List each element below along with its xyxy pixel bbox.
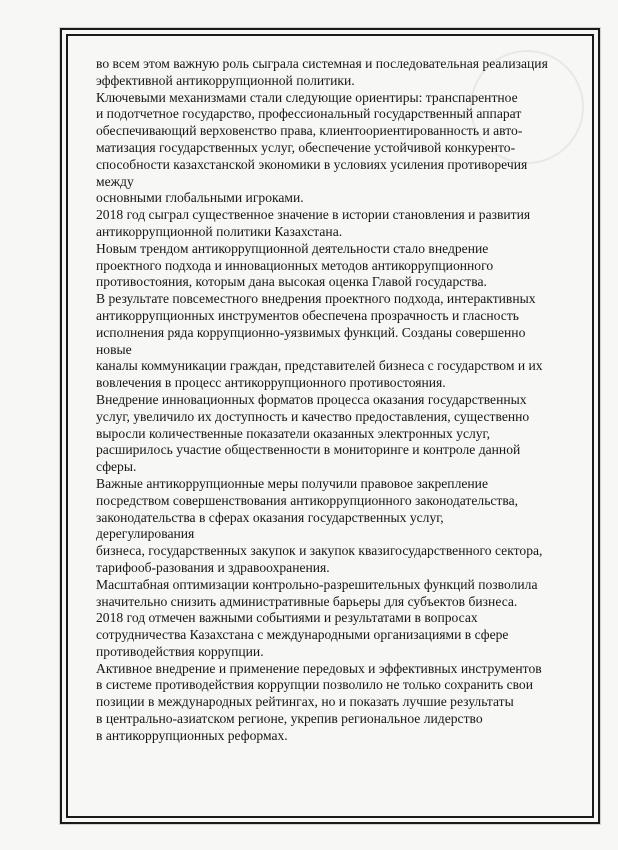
text-line: бизнеса, государственных закупок и закупок квазигосударственного сектора, bbox=[96, 543, 543, 559]
text-line: 2018 год сыграл существенное значение в истории становления и развития bbox=[96, 207, 531, 223]
text-line: дерегулирования bbox=[96, 526, 195, 542]
text-line: основными глобальными игроками. bbox=[96, 190, 304, 206]
text-line: Новым трендом антикоррупционной деятельности стало внедрение bbox=[96, 240, 489, 256]
text-line: значительно снизить административные барьеры для субъектов бизнеса. bbox=[96, 593, 518, 609]
text-line: посредством совершенствования антикоррупционного законодательства, bbox=[96, 492, 519, 508]
text-line: 2018 год отмечен важными событиями и результатами в вопросах bbox=[96, 610, 478, 626]
text-line: тарифооб-разования и здравоохранения. bbox=[96, 559, 330, 575]
text-line: антикоррупционных инструментов обеспечена прозрачность и гласность bbox=[96, 307, 519, 323]
document-body bbox=[96, 56, 582, 745]
text-line: расширилось участие общественности в мониторинге и контроле данной bbox=[96, 442, 521, 458]
text-line: Активное внедрение и применение передовых и эффективных инструментов bbox=[96, 660, 542, 676]
text-line: между bbox=[96, 173, 134, 189]
text-line: исполнения ряда коррупционно-уязвимых функций. Созданы совершенно bbox=[96, 324, 526, 340]
text-line: в центрально-азиатском регионе, укрепив региональное лидерство bbox=[96, 711, 483, 727]
text-line: в системе противодействия коррупции позволило не только сохранить свои bbox=[96, 677, 534, 693]
text-line: вовлечения в процесс антикоррупционного противостояния. bbox=[96, 375, 446, 391]
text-line: законодательства в сферах оказания государственных услуг, bbox=[96, 509, 444, 525]
text-line: проектного подхода и инновационных методов антикоррупционного bbox=[96, 257, 494, 273]
text-line: услуг, увеличило их доступность и качество предоставления, существенно bbox=[96, 408, 530, 424]
text-line: сотрудничества Казахстана с международными организациями в сфере bbox=[96, 627, 509, 643]
text-line: в антикоррупционных реформах. bbox=[96, 727, 288, 743]
text-line: антикоррупционной политики Казахстана. bbox=[96, 223, 343, 239]
text-line: обеспечивающий верховенство права, клиентоориентированность и авто- bbox=[96, 123, 523, 139]
text-line: противостояния, которым дана высокая оценка Главой государства. bbox=[96, 274, 487, 290]
text-line: позиции в международных рейтингах, но и показать лучшие результаты bbox=[96, 694, 514, 710]
text-line: во всем этом важную роль сыграла системная и последовательная реализация bbox=[96, 56, 548, 71]
text-line: Внедрение инновационных форматов процесса оказания государственных bbox=[96, 391, 527, 407]
text-line: В результате повсеместного внедрения проектного подхода, интерактивных bbox=[96, 291, 536, 307]
text-line: Важные антикоррупционные меры получили правовое закрепление bbox=[96, 475, 488, 491]
text-line: каналы коммуникации граждан, представителей бизнеса с государством и их bbox=[96, 358, 543, 374]
text-line: новые bbox=[96, 341, 132, 357]
text-line: выросли количественные показатели оказанных электронных услуг, bbox=[96, 425, 490, 441]
text-line: способности казахстанской экономики в условиях усиления противоречия bbox=[96, 156, 528, 172]
text-line: Масштабная оптимизации контрольно-разрешительных функций позволила bbox=[96, 576, 538, 592]
text-line: сферы. bbox=[96, 459, 137, 475]
text-line: противодействия коррупции. bbox=[96, 643, 264, 659]
text-line: Ключевыми механизмами стали следующие ориентиры: транспарентное bbox=[96, 89, 518, 105]
text-line: матизация государственных услуг, обеспечение устойчивой конкуренто- bbox=[96, 139, 516, 155]
text-line: эффективной антикоррупционной политики. bbox=[96, 72, 355, 88]
text-line: и подотчетное государство, профессиональный государственный аппарат bbox=[96, 106, 522, 122]
